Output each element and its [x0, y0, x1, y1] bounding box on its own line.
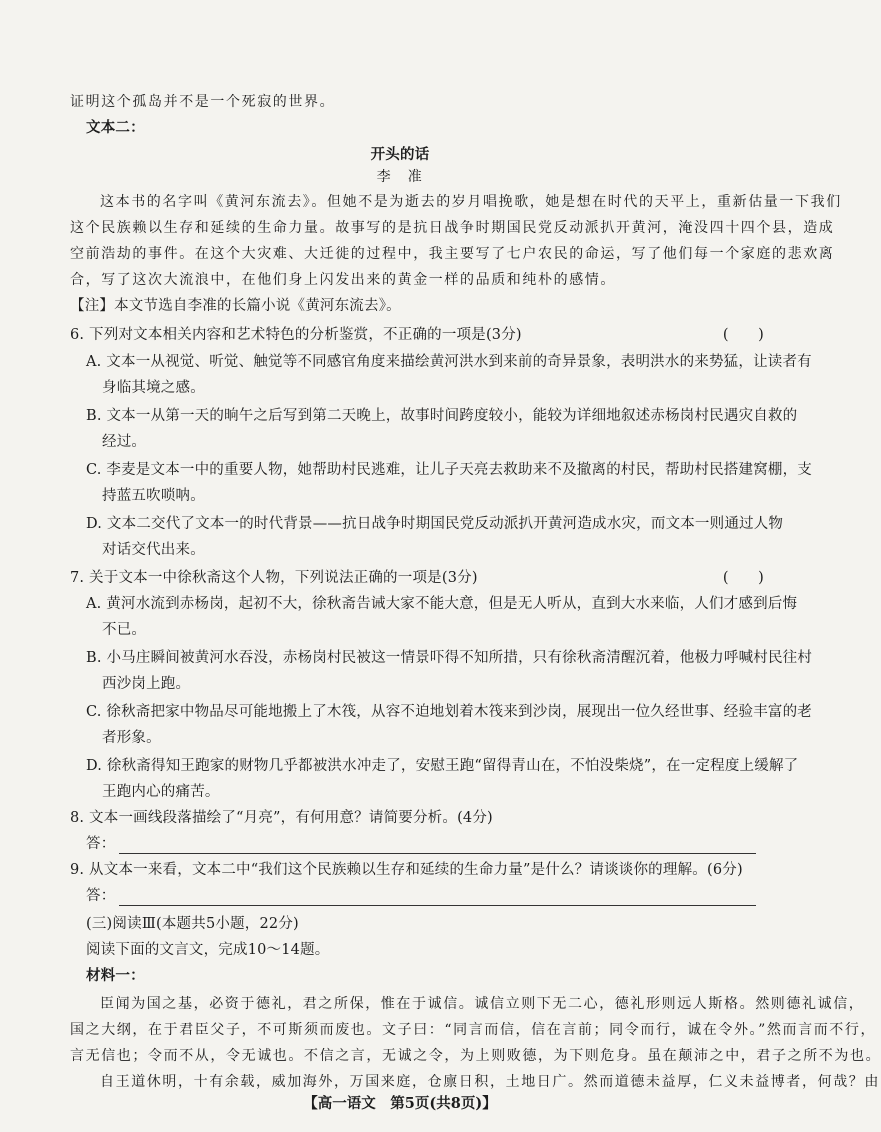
- option-7c: C. 徐秋斋把家中物品尽可能地搬上了木筏，从容不迫地划着木筏来到沙岗，展现出一位久经世事、经验丰富的老: [86, 704, 812, 720]
- answer-area-8[interactable]: [86, 834, 756, 854]
- option-7d-cont: 王跑内心的痛苦。: [102, 784, 220, 800]
- text2-author: 李 准: [376, 169, 424, 185]
- text2-title: 开头的话: [370, 146, 430, 163]
- option-7d: D. 徐秋斋得知王跑家的财物几乎都被洪水冲走了，安慰王跑“留得青山在，不怕没柴烧”，在一定程度上缓解了: [86, 758, 799, 774]
- answer-line[interactable]: [119, 891, 756, 906]
- text2-paragraph-line: 这本书的名字叫《黄河东流去》。但她不是为逝去的岁月唱挽歌，她是想在时代的天平上，重新估量一下我们: [100, 194, 842, 210]
- text2-paragraph-line: 这个民族赖以生存和延续的生命力量。故事写的是抗日战争时期国民党反动派扒开黄河，淹没四十四个县，造成: [70, 220, 835, 236]
- question-7: [70, 568, 770, 588]
- answer-label: 答：: [86, 888, 116, 904]
- text1-tail: 证明这个孤岛并不是一个死寂的世界。: [70, 94, 336, 110]
- option-7a: A. 黄河水流到赤杨岗，起初不大，徐秋斋告诫大家不能大意，但是无人听从，直到大水来临，人们才感到后悔: [86, 596, 798, 612]
- option-6b-cont: 经过。: [102, 434, 147, 450]
- text2-paragraph-line: 空前浩劫的事件。在这个大灾难、大迁徙的过程中，我主要写了七户农民的命运，写了他们每一个家庭的悲欢离: [70, 246, 835, 262]
- option-7c-cont: 者形象。: [102, 730, 161, 746]
- option-7a-cont: 不已。: [102, 622, 147, 638]
- option-6d-cont: 对话交代出来。: [102, 542, 205, 558]
- option-7b-cont: 西沙岗上跑。: [102, 676, 191, 692]
- note: 【注】本文节选自李准的长篇小说《黄河东流去》。: [70, 298, 401, 314]
- section-3-heading: (三)阅读Ⅲ(本题共5小题，22分): [86, 916, 299, 932]
- section-3-instruction: 阅读下面的文言文，完成10～14题。: [86, 942, 330, 958]
- text2-paragraph-line: 合，写了这次大流浪中，在他们身上闪发出来的黄金一样的品质和纯朴的感情。: [70, 272, 616, 288]
- answer-line[interactable]: [119, 839, 756, 854]
- text2-heading: 文本二：: [86, 119, 145, 136]
- option-6a: A. 文本一从视觉、听觉、触觉等不同感官角度来描绘黄河洪水到来前的奇异景象，表明洪水的来势猛，让读者有: [86, 354, 812, 370]
- classical-text-line: 臣闻为国之基，必资于德礼，君之所保，惟在于诚信。诚信立则下无二心，德礼形则远人斯格。然则德礼诚信，: [100, 996, 865, 1012]
- option-7b: B. 小马庄瞬间被黄河水吞没，赤杨岗村民被这一情景吓得不知所措，只有徐秋斋清醒沉着，他极力呼喊村民往村: [86, 650, 813, 666]
- question-7-stem: 7. 关于文本一中徐秋斋这个人物，下列说法正确的一项是(3分): [70, 570, 478, 586]
- classical-text-line: 国之大纲，在于君臣父子，不可斯须而废也。文子曰：“同言而信，信在言前；同令而行，诚在令外。”然而言而不行，: [70, 1022, 877, 1038]
- answer-bracket[interactable]: ( ): [722, 327, 764, 343]
- option-6a-cont: 身临其境之感。: [102, 380, 205, 396]
- question-6-stem: 6. 下列对文本相关内容和艺术特色的分析鉴赏，不正确的一项是(3分): [70, 327, 522, 343]
- question-9: 9. 从文本一来看，文本二中“我们这个民族赖以生存和延续的生命力量”是什么？请谈谈你的理解。(6分): [70, 862, 743, 878]
- option-6c-cont: 持蓝五吹唢呐。: [102, 488, 205, 504]
- classical-text-line: 言无信也；令而不从，令无诚也。不信之言，无诚之令，为上则败德，为下则危身。虽在颠沛之中，君子之所不为也。: [70, 1048, 881, 1064]
- answer-label: 答：: [86, 836, 116, 852]
- page-footer: 【高一语文 第5页(共8页)】: [303, 1095, 497, 1112]
- answer-bracket[interactable]: ( ): [722, 570, 764, 586]
- option-6c: C. 李麦是文本一中的重要人物，她帮助村民逃难，让儿子天亮去救助来不及撤离的村民，帮助村民搭建窝棚，支: [86, 462, 812, 478]
- option-6d: D. 文本二交代了文本一的时代背景——抗日战争时期国民党反动派扒开黄河造成水灾，而文本一则通过人物: [86, 516, 784, 532]
- classical-text-line: 自王道休明，十有余载，威加海外，万国来庭，仓廪日积，土地日广。然而道德未益厚，仁义未益博者，何哉？由: [100, 1074, 880, 1090]
- answer-area-9[interactable]: [86, 886, 756, 906]
- question-8: 8. 文本一画线段落描绘了“月亮”，有何用意？请简要分析。(4分): [70, 810, 493, 826]
- material-1-label: 材料一：: [86, 967, 145, 984]
- question-6: [70, 325, 770, 345]
- option-6b: B. 文本一从第一天的晌午之后写到第二天晚上，故事时间跨度较小，能较为详细地叙述赤杨岗村民遇灾自救的: [86, 408, 798, 424]
